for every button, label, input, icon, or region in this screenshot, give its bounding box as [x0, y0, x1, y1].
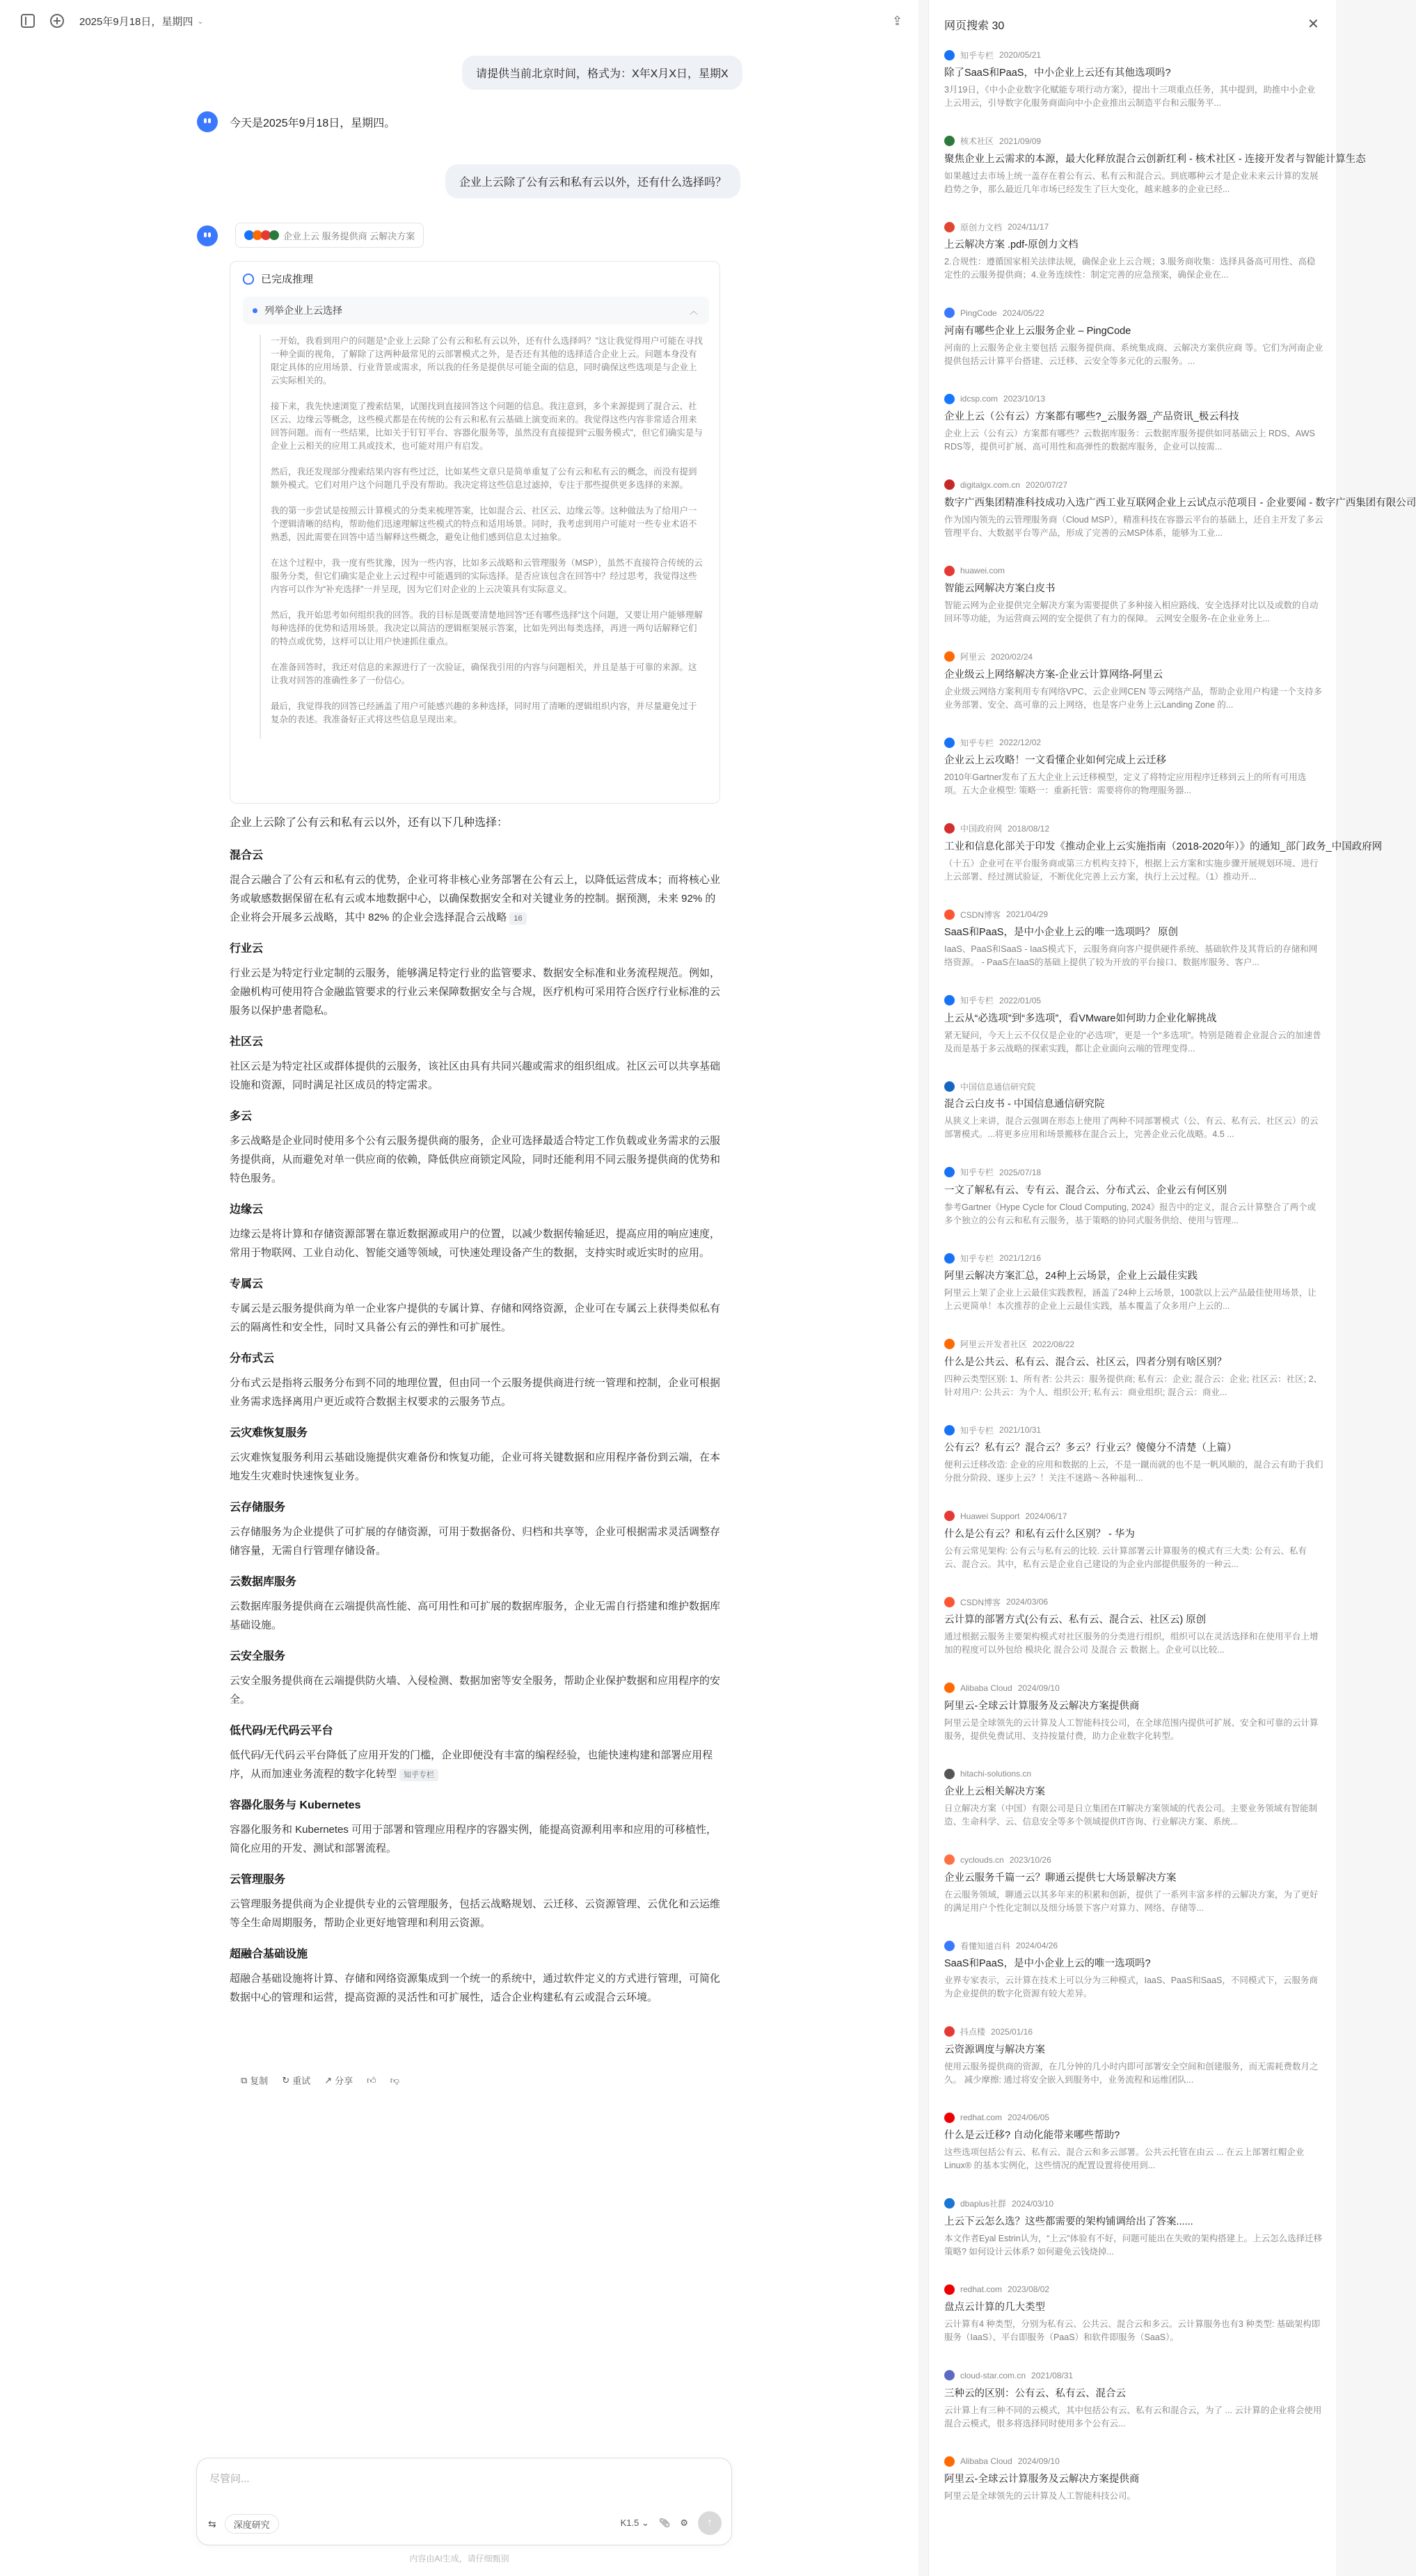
result-source: hitachi-solutions.cn	[960, 1769, 1032, 1779]
web-search-panel	[928, 0, 1416, 2576]
retry-button[interactable]	[282, 2074, 310, 2087]
source-favicon-icon	[944, 2456, 955, 2467]
result-source: Alibaba Cloud	[960, 2456, 1012, 2466]
source-favicon-icon	[944, 222, 955, 232]
search-sources-chip[interactable]	[235, 223, 424, 248]
result-date: 2024/06/05	[1008, 2113, 1050, 2122]
reasoning-paragraph: 我的第一步尝试是按照云计算模式的分类来梳理答案，比如混合云、社区云、边缘云等。这种做法为了给用户一个逻辑清晰的结构，帮助他们迅速理解这些模式的特点和适用场景。同时，我考虑到用户可能对一些专业术语不熟悉，因此需要在回答中适当解释这些概念，避免让他们感到信息太过抽象。	[271, 506, 697, 542]
section-body: 超融合基础设施将计算、存储和网络资源集成到一个统一的系统中，通过软件定义的方式进行管理，可简化数据中心的管理和运营，提高资源的灵活性和可扩展性，适合企业构建私有云或混合云环境。	[230, 1973, 721, 2003]
result-title[interactable]: 企业上云相关解决方案	[944, 1786, 1045, 1797]
result-date: 2021/12/16	[999, 1253, 1042, 1263]
source-icon	[269, 230, 279, 240]
result-snippet: IaaS、PaaS和SaaS - IaaS模式下，云服务商向客户提供硬件系统、基础软件及其背后的存储和网络资源。 - PaaS在IaaS的基础上提供了较为开放的平台接口、数据库服务、客户...	[944, 944, 1318, 967]
search-result-item[interactable]	[944, 307, 1323, 393]
source-favicon-icon	[944, 2370, 955, 2380]
result-meta	[944, 2455, 1323, 2467]
result-source: idcsp.com	[960, 394, 999, 404]
result-meta	[944, 651, 1323, 663]
result-date: 2022/12/02	[999, 738, 1042, 747]
section-body: 云灾难恢复服务利用云基础设施提供灾难备份和恢复功能，企业可将关键数据和应用程序备份到云端，在本地发生灾难时快速恢复业务。	[230, 1452, 721, 1482]
source-favicon-icon	[944, 136, 955, 146]
result-title[interactable]: 企业级云上网络解决方案-企业云计算网络-阿里云	[944, 669, 1163, 681]
result-title[interactable]: 聚焦企业上云需求的本源，最大化释放混合云创新红利 - 核术社区 - 连接开发者与智能计算生态	[944, 153, 1366, 165]
user-message: 企业上云除了公有云和私有云以外，还有什么选择吗？	[445, 164, 740, 198]
search-result-item[interactable]	[944, 1166, 1323, 1253]
result-title[interactable]: 上云解决方案 .pdf-原创力文档	[944, 239, 1079, 251]
result-meta	[944, 1596, 1323, 1608]
chat-title-text: 2025年9月18日，星期四	[79, 15, 193, 28]
result-source: Huawei Support	[960, 1511, 1020, 1521]
copy-button[interactable]	[241, 2074, 268, 2087]
section-title: 云灾难恢复服务	[230, 1427, 308, 1439]
reasoning-text	[260, 335, 705, 739]
search-result-item[interactable]	[944, 2369, 1323, 2456]
section-title: 行业云	[230, 943, 264, 955]
result-title[interactable]: 公有云？私有云？混合云？多云？行业云？傻傻分不清楚（上篇）	[944, 1442, 1237, 1454]
result-snippet: 紧无疑问，今天上云不仅仅是企业的“必选项”，更是一个“多选项”。特别是随着企业混合云的加速普及而是基于多云战略的探索实践，都让企业面向云端的管理变得...	[944, 1030, 1321, 1054]
search-result-item[interactable]	[944, 651, 1323, 737]
section-title: 分布式云	[230, 1353, 275, 1365]
search-result-item[interactable]	[944, 1596, 1323, 1682]
reasoning-status: 已完成推理	[261, 273, 314, 285]
search-result-item[interactable]	[944, 1767, 1323, 1854]
answer-body	[230, 814, 724, 2019]
section-text: 混合云融合了公有云和私有云的优势，企业可将非核心业务部署在公有云上，以降低运营成本；而将核心业务或敏感数据保留在私有云或本地数据中心，以确保数据安全和对关键业务的控制。据预测，未来 92% 的企业将会开展多云战略，其中 82% 的企业会选择混合云战略	[230, 874, 721, 923]
result-title[interactable]: 阿里云-全球云计算服务及云解决方案提供商	[944, 2474, 1140, 2485]
result-source: huawei.com	[960, 566, 1005, 575]
result-date: 2021/09/09	[999, 136, 1042, 146]
section-title: 边缘云	[230, 1204, 264, 1216]
result-snippet: 2.合规性：遵循国家相关法律法规，确保企业上云合规；3.服务商收集：选择具备高可用性、高稳定性的云服务提供商；4.业务连续性：制定完善的应急预案，确保企业在...	[944, 257, 1316, 280]
reasoning-paragraph: 一开始，我看到用户的问题是“企业上云除了公有云和私有云以外，还有什么选择吗？”这让我觉得用户可能在寻找一种全面的视角，了解除了这两种最常见的云部署模式之外，是否还有其他的选择适合企业上云。问题本身没有限定具体的应用场景、行业背景或需求，所以我的任务是提供尽可能全面的信息，同时确保这些选项是与企业上云实际相关的。	[271, 336, 703, 385]
section-body: 多云战略是企业同时使用多个公有云服务提供商的服务，企业可选择最适合特定工作负载或业务需求的云服务提供商，从而避免对单一供应商的依赖，降低供应商锁定风险，同时还能利用不同云服务提供商的优势和特色服务。	[230, 1135, 721, 1184]
result-title[interactable]: 混合云白皮书 - 中国信息通信研究院	[944, 1099, 1105, 1110]
result-title[interactable]: SaaS和PaaS，是中小企业上云的唯一选项吗?	[944, 1958, 1151, 1969]
result-title[interactable]: 阿里云解决方案汇总，24种上云场景，企业上云最佳实践	[944, 1271, 1198, 1282]
citation-badge[interactable]: 知乎专栏	[399, 1769, 438, 1781]
search-results-list	[944, 49, 1416, 2541]
source-favicon-icon	[944, 1511, 955, 1521]
result-title[interactable]: 什么是公共云、私有云、混合云、社区云，四者分别有啥区别？	[944, 1356, 1227, 1368]
result-title[interactable]: 企业上云（公有云）方案都有哪些?_云服务器_产品资讯_极云科技	[944, 411, 1239, 422]
search-query: 企业上云 服务提供商 云解决方案	[283, 230, 415, 241]
search-result-item[interactable]	[944, 1424, 1323, 1510]
model-selector[interactable]: K1.5 ⌄	[620, 2518, 649, 2528]
result-title[interactable]: 企业云上云攻略！一文看懂企业如何完成上云迁移	[944, 755, 1166, 766]
result-meta	[944, 2283, 1323, 2296]
result-snippet: 便利云迁移改造: 企业的应用和数据的上云，不是一蹴而就的也不是一帆风顺的，混合云有助于我们分批分阶段、逐步上云？！关注不迷路～各种福利...	[944, 1460, 1323, 1483]
result-source: 知乎专栏	[960, 50, 994, 61]
source-favicon-icon	[944, 2284, 955, 2295]
source-favicon-icon	[944, 1769, 955, 1779]
section-body: 云管理服务提供商为企业提供专业的云管理服务，包括云战略规划、云迁移、云资源管理、云优化和云运维等全生命周期服务，帮助企业更好地管理和利用云资源。	[230, 1898, 721, 1929]
section-title: 云管理服务	[230, 1874, 286, 1886]
result-date: 2024/03/06	[1006, 1597, 1049, 1607]
result-date: 2025/01/16	[991, 2026, 1033, 2037]
result-source: digitalgx.com.cn	[960, 479, 1021, 490]
result-source: 知乎专栏	[960, 1425, 994, 1436]
result-title[interactable]: 阿里云-全球云计算服务及云解决方案提供商	[944, 1700, 1140, 1712]
result-date: 2024/05/22	[1002, 308, 1044, 318]
composer-input[interactable]: 尽管问...	[209, 2473, 250, 2485]
section-title: 多云	[230, 1111, 253, 1122]
source-favicon-icon	[944, 909, 955, 920]
result-snippet: 云计算上有三种不同的云模式，其中包括公有云、私有云和混合云，为了 ... 云计算的企业将会使用混合云模式，很多将选择同时使用多个公有云...	[944, 2405, 1322, 2428]
result-meta	[944, 1424, 1323, 1436]
result-meta	[944, 1854, 1323, 1866]
chevron-up-icon[interactable]: ︿	[689, 306, 698, 316]
result-date: 2023/08/02	[1008, 2284, 1050, 2294]
search-result-item[interactable]	[944, 1252, 1323, 1338]
result-date: 2020/07/27	[1026, 479, 1068, 490]
result-meta	[944, 994, 1323, 1007]
result-source: 核术社区	[960, 136, 994, 146]
search-result-item[interactable]	[944, 2026, 1323, 2112]
section-title: 低代码/无代码云平台	[230, 1725, 333, 1737]
result-source: 阿里云	[960, 652, 986, 662]
result-title[interactable]: 云计算的部署方式(公有云、私有云、混合云、社区云) 原创	[944, 1614, 1207, 1625]
source-favicon-icon	[944, 823, 955, 834]
result-snippet: 使用云服务提供商的资源，在几分钟的几小时内即可部署安全空间和创建服务，而无需耗费数月之久。 减少摩擦: 通过将安全嵌入到服务中，业务流程和运维团队...	[944, 2061, 1319, 2085]
result-meta	[944, 564, 1323, 577]
retry-label: 重试	[292, 2076, 311, 2086]
source-favicon-icon	[944, 308, 955, 318]
thumbs-down-icon[interactable]: 👎︎	[390, 2074, 399, 2085]
result-meta	[944, 221, 1323, 233]
attach-icon[interactable]: 📎︎	[658, 2518, 671, 2528]
result-title[interactable]: 智能云网解决方案白皮书	[944, 583, 1056, 594]
search-result-item[interactable]	[944, 392, 1323, 479]
close-icon[interactable]: ✕	[1307, 17, 1319, 32]
result-meta	[944, 822, 1323, 835]
result-snippet: 智能云网为企业提供完全解决方案为需要提供了多种接入相应路线、安全选择对比以及或数的自动回环等功能，为运营商云网的安全提供了有力的保障。 云网安全服务-在企业业务上...	[944, 601, 1319, 623]
result-source: cyclouds.cn	[960, 1854, 1004, 1865]
section-body: 容器化服务和 Kubernetes 可用于部署和管理应用程序的容器实例，能提高资源利用率和应用的可移植性，简化应用的开发、测试和部署流程。	[230, 1824, 717, 1854]
result-snippet: 作为国内领先的云管理服务商（Cloud MSP），精准科技在容器云平台的基础上，还自主开发了多云管理平台、大数据平台等产品，形成了完善的云MSP体系，能够为工业...	[944, 514, 1323, 538]
result-title[interactable]: 三种云的区别：公有云、私有云、混合云	[944, 2387, 1126, 2399]
result-snippet: 通过根据云服务主要架构模式对社区服务的分类进行组织，组织可以在灵活选择和在使用平台上增加的程度可以外包给 模块化 混合公司 及混合 云 数据上。企业可以比较...	[944, 1632, 1319, 1655]
result-source: 阿里云开发者社区	[960, 1339, 1028, 1349]
citation-badge[interactable]: 16	[509, 912, 526, 925]
send-arrow-icon: ↑	[707, 2517, 713, 2529]
search-result-item[interactable]	[944, 1338, 1323, 1424]
copy-icon: ⧉	[241, 2074, 248, 2085]
source-favicon-icon	[944, 2113, 955, 2123]
model-label: K1.5	[620, 2518, 639, 2528]
result-title[interactable]: 企业云服务千篇一云？聊通云提供七大场景解决方案	[944, 1872, 1177, 1884]
search-result-item[interactable]	[944, 994, 1323, 1081]
result-snippet: 业界专家表示，云计算在技术上可以分为三种模式，IaaS、PaaS和SaaS，不同模式下，云服务商为企业提供的数字化资源有较大差异。	[944, 1975, 1318, 1998]
source-favicon-icon	[944, 479, 955, 490]
composer-tools	[208, 2514, 279, 2534]
section-body	[230, 870, 724, 927]
result-snippet: 日立解决方案（中国）有限公司是日立集团在IT解决方案领域的代表公司。主要业务领域有智能制造、生命科学、云、信息安全等多个领域提供IT咨询、行业解决方案、系统...	[944, 1804, 1318, 1827]
source-favicon-icon	[944, 1425, 955, 1436]
source-favicon-icon	[944, 566, 955, 576]
result-meta	[944, 1682, 1323, 1694]
composer-right-tools	[621, 2511, 722, 2535]
source-favicon-icon	[944, 2198, 955, 2209]
section-title: 专属云	[230, 1278, 264, 1290]
source-favicon-icon	[944, 1253, 955, 1264]
settings-icon[interactable]: ⚙︎	[680, 2518, 688, 2528]
section-title: 混合云	[230, 850, 264, 861]
result-date: 2025/07/18	[999, 1167, 1042, 1177]
result-snippet: 云计算有4 种类型，分别为私有云、公共云、混合云和多云。云计算服务也有3 种类型: 基础架构即服务（IaaS）、平台即服务（PaaS）和软件即服务（SaaS）。	[944, 2319, 1321, 2342]
reasoning-paragraph: 然后，我还发现部分搜索结果内容有些过泛，比如某些文章只是简单重复了公有云和私有云的概念，而没有提到额外模式。它们对用户这个问题几乎没有帮助。我决定将这些信息过滤掉，专注于那些提供更多选择的来源。	[271, 467, 697, 490]
result-meta	[944, 1767, 1323, 1780]
source-favicon-icon	[944, 1941, 955, 1951]
result-date: 2023/10/13	[1003, 394, 1046, 404]
result-source: redhat.com	[960, 2113, 1003, 2122]
search-result-item[interactable]	[944, 479, 1416, 565]
result-title[interactable]: 工业和信息化部关于印发《推动企业上云实施指南（2018-2020年）》的通知_部门政务_中国政府网	[944, 841, 1383, 852]
result-meta	[944, 1338, 1323, 1351]
result-title[interactable]: 河南有哪些企业上云服务企业 – PingCode	[944, 325, 1131, 337]
source-favicon-icon	[944, 1167, 955, 1177]
section-body: 行业云是为特定行业定制的云服务，能够满足特定行业的监管要求、数据安全标准和业务流程规范。例如，金融机构可使用符合金融监管要求的行业云来保障数据安全与合规，医疗机构可采用符合医疗行业标准的云服务以保护患者隐私。	[230, 967, 721, 1017]
section-body: 云安全服务提供商在云端提供防火墙、入侵检测、数据加密等安全服务，帮助企业保护数据和应用程序的安全。	[230, 1675, 721, 1706]
reasoning-panel	[230, 261, 720, 804]
reasoning-paragraph: 在准备回答时，我还对信息的来源进行了一次验证，确保我引用的内容与问题相关，并且是基于可靠的来源。这让我对回答的准确性多了一份信心。	[271, 662, 697, 685]
search-result-item[interactable]	[944, 1854, 1323, 1940]
source-favicon-icon	[944, 50, 955, 61]
share-icon: ↗	[324, 2074, 333, 2085]
section-body: 社区云是为特定社区或群体提供的云服务，该社区由具有共同兴趣或需求的组织组成。社区云可以共享基础设施和资源，同时满足社区成员的特定需求。	[230, 1060, 721, 1091]
search-result-item[interactable]	[944, 2455, 1323, 2541]
result-title[interactable]: 除了SaaS和PaaS，中小企业上云还有其他选项吗?	[944, 67, 1171, 79]
result-title[interactable]: 上云从“必选项”到“多选项”，看VMware如何助力企业化解挑战	[944, 1012, 1217, 1024]
result-snippet: 四种云类型区别: 1、所有者: 公共云：服务提供商; 私有云：企业; 混合云：企业; 社区云：社区; 2、针对用户: 公共云：为个人、组织公开; 私有云：商业组织; 混合云：商业...	[944, 1374, 1323, 1397]
answer-lead: 企业上云除了公有云和私有云以外，还有以下几种选择：	[230, 817, 509, 829]
result-snippet: 如果越过去市场上统一盖存在着公有云、私有云和混合云。到底哪种云才是企业未来云计算的发展趋势之争，那么最近几年市场已经发生了巨大变化，越来越多的企业已经...	[944, 170, 1319, 194]
result-meta	[944, 2026, 1323, 2038]
result-title[interactable]: 一文了解私有云、专有云、混合云、分布式云、企业云有何区别	[944, 1184, 1227, 1196]
source-favicon-icon	[944, 2026, 955, 2037]
reasoning-paragraph: 最后，我觉得我的回答已经涵盖了用户可能感兴趣的多种选择，同时用了清晰的逻辑组织内容，并尽量避免过于复杂的表述。我准备好正式将这些信息呈现出来。	[271, 701, 697, 724]
section-text: 低代码/无代码云平台降低了应用开发的门槛，企业即便没有丰富的编程经验，也能快速构建和部署应用程序，从而加速业务流程的数字化转型	[230, 1749, 713, 1780]
result-source: 抖点楼	[960, 2027, 986, 2037]
assistant-avatar-icon	[197, 225, 218, 246]
result-date: 2024/04/26	[1016, 1941, 1058, 1950]
result-source: PingCode	[960, 308, 997, 318]
section-title: 社区云	[230, 1036, 264, 1048]
result-meta	[944, 479, 1323, 491]
search-result-item[interactable]	[944, 135, 1366, 221]
search-result-item[interactable]	[944, 564, 1323, 651]
result-source: 中国政府网	[960, 824, 1003, 834]
assistant-answer: 今天是2025年9月18日，星期四。	[230, 118, 396, 129]
result-date: 2024/06/17	[1025, 1511, 1067, 1521]
section-body: 云存储服务为企业提供了可扩展的存储资源，可用于数据备份、归档和共享等，企业可根据需求灵活调整存储容量，无需自行管理存储设备。	[230, 1526, 721, 1557]
search-result-item[interactable]	[944, 822, 1383, 909]
result-meta	[944, 2111, 1323, 2124]
deep-research-label: 深度研究	[233, 2519, 270, 2530]
result-source: redhat.com	[960, 2284, 1003, 2294]
result-source: 知乎专栏	[960, 738, 994, 748]
search-result-item[interactable]	[944, 1080, 1323, 1166]
source-favicon-icon	[944, 995, 955, 1005]
share-label: 分享	[335, 2076, 353, 2086]
result-date: 2024/09/10	[1017, 2456, 1060, 2466]
result-title[interactable]: 云资源调度与解决方案	[944, 2044, 1045, 2056]
chat-title[interactable]	[79, 14, 204, 29]
search-result-item[interactable]	[944, 221, 1323, 307]
result-date: 2020/02/24	[991, 651, 1033, 662]
search-result-item[interactable]	[944, 1510, 1323, 1596]
result-date: 2022/08/22	[1033, 1339, 1075, 1349]
result-snippet: 企业上云（公有云）方案都有哪些？云数据库服务：云数据库服务提供如同基础云上 RDS、AWS RDS等，提供可扩展、高可用性和高弹性的数据库服务，企业可以按需...	[944, 429, 1315, 452]
search-result-item[interactable]	[944, 49, 1323, 135]
section-body: 云数据库服务提供商在云端提供高性能、高可用性和可扩展的数据库服务，企业无需自行搭建和维护数据库基础设施。	[230, 1600, 721, 1631]
result-date: 2022/01/05	[999, 995, 1042, 1005]
deep-research-toggle[interactable]	[225, 2514, 279, 2534]
section-title: 云存储服务	[230, 1502, 286, 1513]
result-snippet: 阿里云是全球领先的云计算及人工智能科技公司。	[944, 2491, 1136, 2501]
result-meta	[944, 1080, 1323, 1092]
result-meta	[944, 392, 1323, 405]
result-meta	[944, 49, 1323, 61]
user-message: 请提供当前北京时间，格式为：X年X月X日，星期X	[462, 56, 742, 90]
section-title: 云数据库服务	[230, 1576, 297, 1588]
source-favicon-icon	[944, 394, 955, 404]
result-source: 看懂知道百科	[960, 1941, 1011, 1951]
top-bar	[0, 0, 918, 42]
result-meta	[944, 736, 1323, 749]
source-favicon-icon	[944, 1597, 955, 1607]
result-date: 2021/10/31	[999, 1425, 1042, 1435]
result-meta	[944, 908, 1323, 921]
source-favicon-icon	[944, 1081, 955, 1092]
section-title: 超融合基础设施	[230, 1948, 308, 1960]
result-snippet: 参考Gartner《Hype Cycle for Cloud Computing, 2024》报告中的定义，混合云计算整合了两个或多个独立的公有云和私有云服务，基于策略的协同式服务供给、使用与管理...	[944, 1202, 1316, 1225]
reasoning-step[interactable]	[243, 296, 709, 324]
section-body: 边缘云是将计算和存储资源部署在靠近数据源或用户的位置，以减少数据传输延迟，提高应用的响应速度，常用于物联网、工业自动化、智能交通等领域，可快速处理设备产生的数据，支持实时或近实时的应用。	[230, 1228, 721, 1259]
result-source: 知乎专栏	[960, 1168, 994, 1177]
lightbulb-icon	[243, 273, 254, 285]
result-date: 2018/08/12	[1008, 823, 1050, 834]
tools-icon[interactable]: ⇆	[208, 2518, 216, 2529]
result-source: 知乎专栏	[960, 1253, 994, 1264]
assistant-avatar-icon	[197, 111, 218, 132]
search-result-item[interactable]	[944, 2283, 1323, 2369]
result-source: 知乎专栏	[960, 996, 994, 1005]
search-result-item[interactable]	[944, 1682, 1323, 1768]
copy-label: 复制	[250, 2076, 269, 2086]
section-body	[230, 1746, 724, 1783]
result-snippet: 企业级云网络方案利用专有网络VPC、云企业网CEN 等云网络产品，帮助企业用户构建一个支持多业务部署、安全、高可靠的云上网络，也是客户业务上云Landing Zone 的...	[944, 686, 1323, 710]
result-source: CSDN博客	[960, 909, 1001, 920]
result-snippet: 河南的上云服务企业主要包括 云服务提供商、系统集成商、云解决方案供应商 等。它们为河南企业提供包括云计算平台搭建、云迁移、云安全等多元化的云服务。...	[944, 342, 1323, 366]
result-source: 中国信息通信研究院	[960, 1081, 1036, 1092]
source-favicon-icon	[944, 651, 955, 662]
chevron-down-icon: ⌄	[197, 17, 204, 26]
section-title: 云安全服务	[230, 1651, 286, 1662]
section-body: 分布式云是指将云服务分布到不同的地理位置，但由同一个云服务提供商进行统一管理和控制，企业可根据业务需求选择离用户更近或符合数据主权要求的云服务节点。	[230, 1377, 721, 1408]
result-date: 2021/04/29	[1006, 909, 1049, 919]
result-title[interactable]: 数字广西集团精准科技成功入选广西工业互联网企业上云试点示范项目 - 企业要闻 - 数字广西集团有限公司	[944, 497, 1416, 509]
result-snippet: 公有云常见架构: 公有云与私有云的比较. 云计算部署云计算服务的模式有三大类: 公有云、私有云、混合云。其中，私有云是企业自己建设的为企业内部提供服务的一种云...	[944, 1545, 1307, 1569]
result-snippet: （十五）企业可在平台服务商或第三方机构支持下，根据上云方案和实施步骤开展规划环境、进行上云部署、经过测试验证，不断优化完善上云方案，执行上云过程。（1）推动开...	[944, 858, 1319, 882]
search-result-item[interactable]	[944, 736, 1323, 822]
result-date: 2023/10/26	[1009, 1854, 1051, 1865]
result-title[interactable]: 上云下云怎么选？这些都需要的架构铺调给出了答案......	[944, 2216, 1193, 2227]
result-meta	[944, 135, 1323, 148]
result-source: 原创力文档	[960, 222, 1003, 232]
reasoning-paragraph: 然后，我开始思考如何组织我的回答。我的目标是既要清楚地回答“还有哪些选择”这个问题，又要让用户能够理解每种选择的优势和适用场景。我决定以简洁的逻辑框架展示答案，比如先列出每类选择，再进一两句话解释它们的特点或优势，这样可以让用户快速抓住重点。	[271, 610, 703, 646]
result-title[interactable]: SaaS和PaaS，是中小企业上云的唯一选项吗？ 原创	[944, 927, 1178, 938]
search-result-item[interactable]	[944, 1939, 1323, 2026]
section-title: 容器化服务与 Kubernetes	[230, 1799, 361, 1811]
result-snippet: 从狭义上来讲，混合云强调在形态上使用了两种不同部署模式（公、有云、私有云、社区云）的云部署模式。...将更多应用和场景搬移在混合云上，完善企业云化战略。4.5 ...	[944, 1116, 1319, 1139]
retry-icon: ↻	[282, 2074, 290, 2085]
reasoning-header[interactable]	[243, 271, 313, 286]
result-meta	[944, 2197, 1323, 2210]
result-title[interactable]: 什么是公有云？和私有云什么区别？ - 华为	[944, 1528, 1135, 1540]
result-date: 2024/09/10	[1017, 1683, 1060, 1693]
result-source: CSDN博客	[960, 1597, 1001, 1607]
result-date: 2024/11/17	[1008, 222, 1049, 232]
result-snippet: 2010年Gartner发布了五大企业上云迁移模型，定义了将特定应用程序迁移到云上的所有可用选项。五大企业模型: 策略一：重新托管：需要将你的物理服务器...	[944, 772, 1307, 795]
result-date: 2024/03/10	[1012, 2198, 1054, 2209]
ai-disclaimer: 内容由AI生成，请仔细甄别	[409, 2554, 509, 2563]
step-dot-icon	[253, 308, 257, 313]
source-favicon-icon	[944, 1339, 955, 1349]
result-meta	[944, 1252, 1323, 1264]
result-date: 2021/08/31	[1031, 2370, 1074, 2380]
result-snippet: 阿里云是全球领先的云计算及人工智能科技公司，在全球范围内提供可扩展、安全和可靠的云计算服务，提供免费试用、支持按量付费，助力企业数字化转型。	[944, 1717, 1319, 1741]
answer-actions	[241, 2074, 399, 2087]
result-title[interactable]: 什么是云迁移? 自动化能带来哪些帮助?	[944, 2130, 1120, 2141]
source-favicon-icon	[944, 1683, 955, 1693]
message-composer[interactable]	[196, 2458, 732, 2545]
search-result-item[interactable]	[944, 2197, 1323, 2284]
search-result-item[interactable]	[944, 908, 1323, 994]
share-icon[interactable]: ⇪	[892, 14, 903, 28]
result-snippet: 本文作者Eyal Estrin认为，“上云”体验有不好，问题可能出在失败的架构搭建上。上云怎么选择迁移策略? 如何设计云体系? 如何避免云钱烧掉...	[944, 2233, 1323, 2257]
result-snippet: 这些选项包括公有云、私有云、混合云和多云部署。公共云托管在由云 ... 在云上部署红帽企业Linux® 的基本实例化，这些情况的配置设置将使用到...	[944, 2147, 1305, 2170]
result-source: cloud-star.com.cn	[960, 2370, 1026, 2380]
result-title[interactable]: 盘点云计算的几大类型	[944, 2302, 1045, 2313]
share-button[interactable]	[324, 2074, 353, 2087]
result-source: dbaplus社群	[960, 2199, 1007, 2209]
section-body: 专属云是云服务提供商为单一企业客户提供的专属计算、存储和网络资源，企业可在专属云上获得类似私有云的隔离性和安全性，同时又具备公有云的弹性和可扩展性。	[230, 1303, 721, 1333]
reasoning-step-label: 列举企业上云选择	[264, 305, 342, 316]
result-meta	[944, 2369, 1323, 2382]
source-favicon-icon	[944, 1854, 955, 1865]
result-source: Alibaba Cloud	[960, 1683, 1012, 1693]
sidebar-toggle-icon[interactable]	[21, 14, 35, 28]
send-button[interactable]	[698, 2511, 722, 2535]
result-meta	[944, 1166, 1323, 1179]
reasoning-paragraph: 在这个过程中，我一度有些犹豫，因为一些内容，比如多云战略和云管理服务（MSP），虽然不直接符合传统的云服务分类，但它们确实是企业上云过程中可能遇到的实际选择。是否应该包含在回答中？经过思考，我觉得这些内容可以作为“补充选择”一并呈现，因为它们对企业的上云决策具有实际意义。	[271, 558, 703, 594]
result-snippet: 在云服务领域，聊通云以其多年来的积累和创新，提供了一系列丰富多样的云解决方案，为了更好的满足用户个性化定制以及细分场景下客户对算力、网络、存储等...	[944, 1889, 1319, 1913]
result-snippet: 阿里云上架了企业上云最佳实践教程，涵盖了24种上云场景，100款以上云产品最佳使用场景，让上云更简单！本次推荐的企业上云最佳实践，基本覆盖了众多用户上云的...	[944, 1288, 1316, 1311]
new-chat-icon[interactable]	[50, 14, 64, 28]
result-meta	[944, 1510, 1323, 1522]
result-date: 2020/05/21	[999, 50, 1042, 60]
source-favicon-icon	[944, 738, 955, 748]
result-snippet: 3月19日，《中小企业数字化赋能专项行动方案》，提出十三项重点任务，其中提到，助推中小企业上云用云，引导数字化服务商面向中小企业推出云制造平台和云服务平...	[944, 85, 1316, 108]
search-result-item[interactable]	[944, 2111, 1323, 2197]
result-meta	[944, 307, 1323, 319]
reasoning-paragraph: 接下来，我先快速浏览了搜索结果，试图找到直接回答这个问题的信息。我注意到，多个来源提到了混合云、社区云、边缘云等概念，这些模式都是在传统的公有云和私有云基础上演变而来的。我觉得这些内容非常适合用来回答问题。而有一些结果，比如关于钉钉平台、容器化服务等，虽然没有直接提到“云服务模式”，但它们确实是与企业上云相关的应用工具或技术，也可能对用户有启发。	[271, 401, 703, 451]
result-meta	[944, 1939, 1323, 1952]
panel-title: 网页搜索 30	[944, 20, 1005, 32]
thumbs-up-icon[interactable]: 👍︎	[367, 2074, 376, 2085]
